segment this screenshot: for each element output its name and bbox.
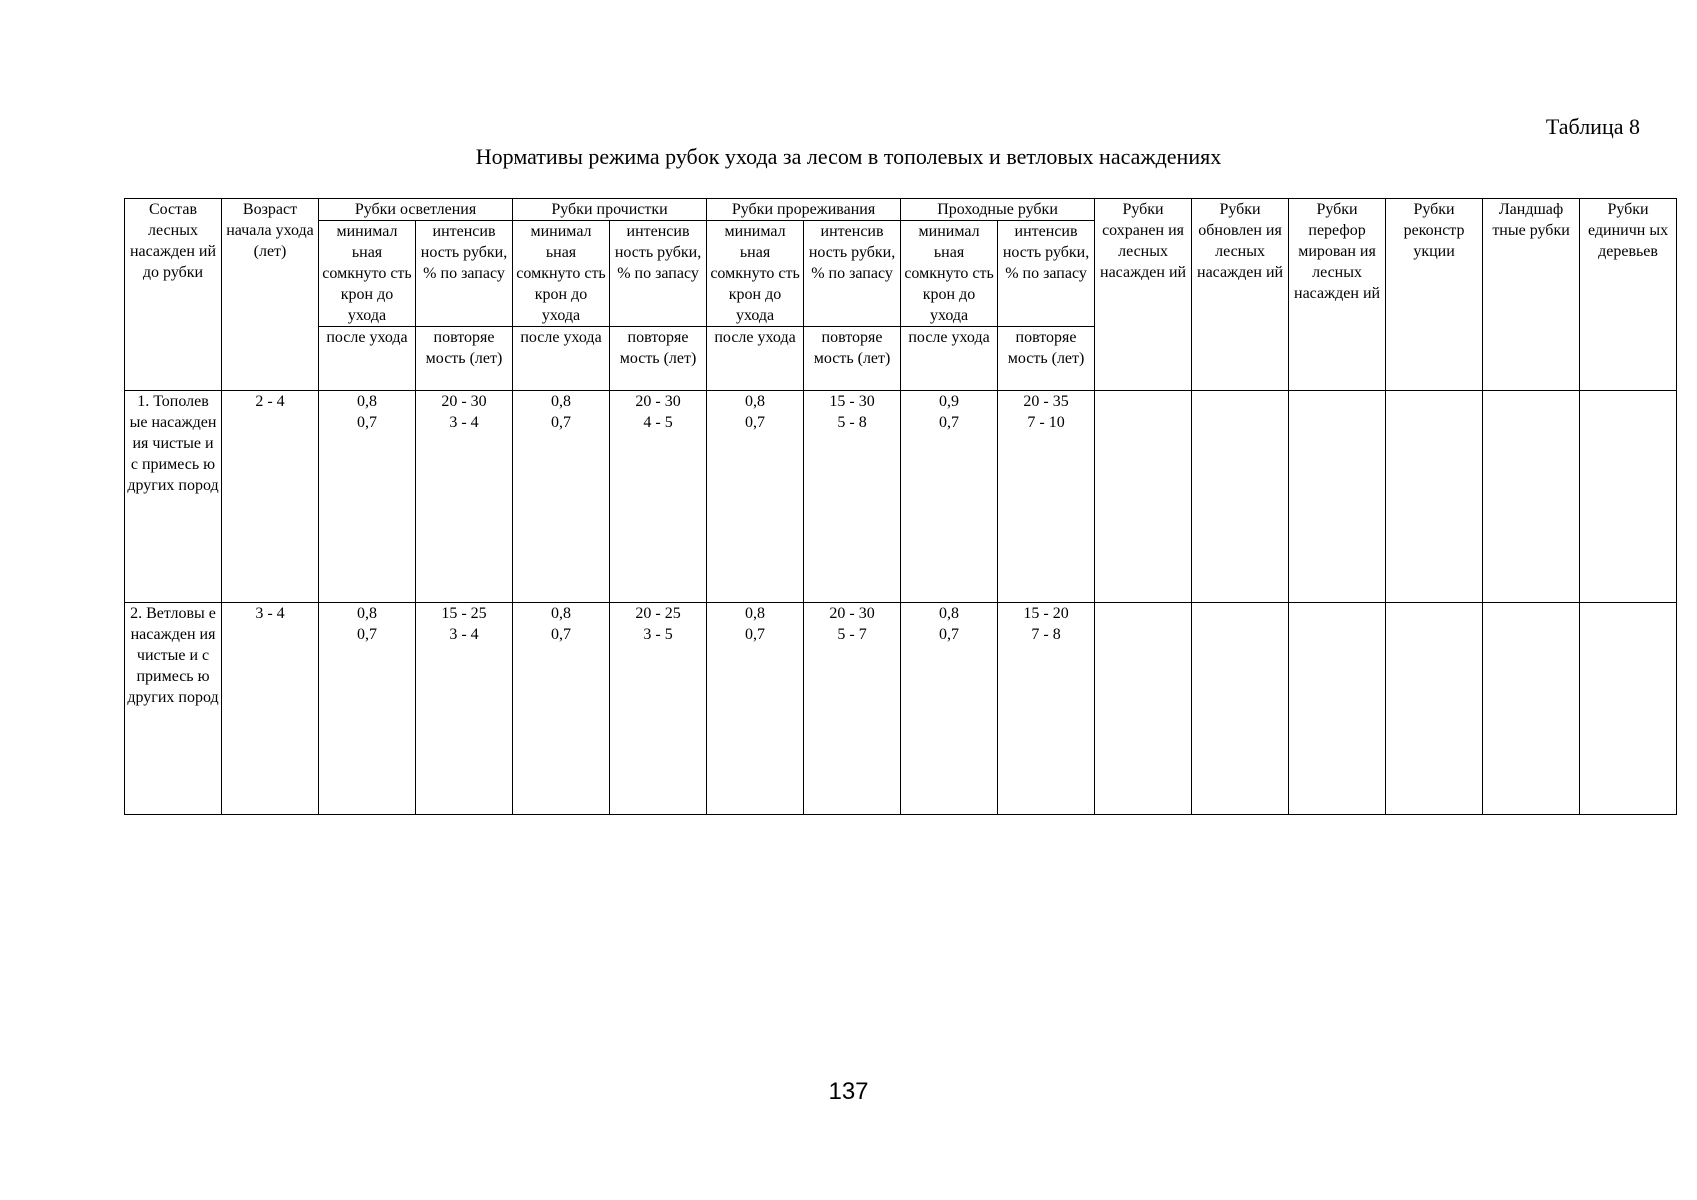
empty-cell: [1483, 603, 1580, 815]
header-intensity: интенсив ность рубки, % по запасу: [610, 221, 707, 327]
after-value: 0,7: [551, 414, 572, 431]
after-value: 0,7: [939, 626, 960, 643]
header-after: после ухода: [707, 327, 804, 391]
header-group-cleaning: Рубки прочистки: [513, 199, 707, 221]
intensity-value: 20 - 30: [441, 393, 487, 410]
density-value: 0,8: [745, 605, 766, 622]
header-repeat: повторяе мость (лет): [998, 327, 1095, 391]
header-min-density: минимал ьная сомкнуто сть крон до ухода: [901, 221, 998, 327]
header-min-density: минимал ьная сомкнуто сть крон до ухода: [513, 221, 610, 327]
empty-cell: [1192, 391, 1289, 603]
intensity-value: 20 - 25: [635, 605, 681, 622]
table-number-label: Таблица 8: [1545, 114, 1640, 139]
header-after: после ухода: [319, 327, 416, 391]
repeat-value: 3 - 4: [449, 626, 479, 643]
header-repeat: повторяе мость (лет): [610, 327, 707, 391]
after-value: 0,7: [357, 626, 377, 643]
age-cell: 2 - 4: [222, 391, 319, 603]
intensity-value: 20 - 30: [635, 393, 681, 410]
header-after: после ухода: [901, 327, 998, 391]
empty-cell: [1095, 603, 1192, 815]
intensity-value: 15 - 25: [441, 605, 487, 622]
age-cell: 3 - 4: [222, 603, 319, 815]
value-cell: [610, 391, 707, 603]
empty-cell: [1095, 391, 1192, 603]
density-value: 0,9: [939, 393, 960, 410]
empty-cell: [1386, 391, 1483, 603]
empty-cell: [1483, 391, 1580, 603]
header-after: после ухода: [513, 327, 610, 391]
repeat-value: 5 - 8: [837, 414, 867, 431]
header-composition: Состав лесных насажден ий до рубки: [125, 199, 222, 391]
value-cell: [804, 603, 901, 815]
value-cell: [998, 391, 1095, 603]
empty-cell: [1289, 603, 1386, 815]
value-cell: [319, 603, 416, 815]
density-value: 0,8: [745, 393, 766, 410]
document-title: Нормативы режима рубок ухода за лесом в тополевых и ветловых насаждениях: [475, 144, 1222, 169]
after-value: 0,7: [551, 626, 572, 643]
value-cell: [998, 603, 1095, 815]
table-row: [125, 603, 1677, 815]
header-intensity: интенсив ность рубки, % по запасу: [998, 221, 1095, 327]
value-cell: [416, 391, 513, 603]
page-number: 137: [828, 1078, 869, 1105]
repeat-value: 5 - 7: [837, 626, 867, 643]
norms-table: [124, 198, 1677, 815]
intensity-value: 20 - 30: [829, 605, 875, 622]
header-renewal: Рубки обновлен ия лесных насажден ий: [1192, 199, 1289, 391]
header-intensity: интенсив ность рубки, % по запасу: [804, 221, 901, 327]
header-min-density: минимал ьная сомкнуто сть крон до ухода: [319, 221, 416, 327]
value-cell: [901, 391, 998, 603]
value-cell: [707, 603, 804, 815]
empty-cell: [1192, 603, 1289, 815]
intensity-value: 15 - 30: [829, 393, 875, 410]
value-cell: [707, 391, 804, 603]
header-intensity: интенсив ность рубки, % по запасу: [416, 221, 513, 327]
density-value: 0,8: [939, 605, 960, 622]
table-row: [125, 391, 1677, 603]
after-value: 0,7: [357, 414, 377, 431]
value-cell: [513, 603, 610, 815]
header-conservation: Рубки сохранен ия лесных насажден ий: [1095, 199, 1192, 391]
header-group-passage: Проходные рубки: [901, 199, 1095, 221]
row-label: 2. Ветловы е насажден ия чистые и с примесь ю других пород: [125, 603, 222, 815]
header-min-density: минимал ьная сомкнуто сть крон до ухода: [707, 221, 804, 327]
repeat-value: 7 - 10: [1027, 414, 1065, 431]
header-group-clearing: Рубки осветления: [319, 199, 513, 221]
density-value: 0,8: [551, 393, 572, 410]
repeat-value: 4 - 5: [643, 414, 673, 431]
repeat-value: 7 - 8: [1031, 626, 1061, 643]
density-value: 0,8: [357, 605, 377, 622]
after-value: 0,7: [745, 626, 766, 643]
empty-cell: [1580, 391, 1677, 603]
header-repeat: повторяе мость (лет): [416, 327, 513, 391]
header-start-age: Возраст начала ухода (лет): [222, 199, 319, 391]
density-value: 0,8: [357, 393, 377, 410]
value-cell: [319, 391, 416, 603]
intensity-value: 20 - 35: [1023, 393, 1069, 410]
row-label: 1. Тополев ые насажден ия чистые и с примесь ю других пород: [125, 391, 222, 603]
after-value: 0,7: [745, 414, 766, 431]
header-repeat: повторяе мость (лет): [804, 327, 901, 391]
header-reconstruction: Рубки реконстр укции: [1386, 199, 1483, 391]
empty-cell: [1386, 603, 1483, 815]
density-value: 0,8: [551, 605, 572, 622]
value-cell: [416, 603, 513, 815]
value-cell: [804, 391, 901, 603]
value-cell: [901, 603, 998, 815]
header-row-groups: [125, 199, 1677, 221]
repeat-value: 3 - 5: [643, 626, 673, 643]
value-cell: [513, 391, 610, 603]
after-value: 0,7: [939, 414, 960, 431]
header-landscape: Ландшаф тные рубки: [1483, 199, 1580, 391]
header-group-thinning: Рубки прореживания: [707, 199, 901, 221]
empty-cell: [1289, 391, 1386, 603]
header-reforming: Рубки перефор мирован ия лесных насажден ий: [1289, 199, 1386, 391]
empty-cell: [1580, 603, 1677, 815]
header-single-trees: Рубки единичн ых деревьев: [1580, 199, 1677, 391]
repeat-value: 3 - 4: [449, 414, 479, 431]
intensity-value: 15 - 20: [1023, 605, 1069, 622]
value-cell: [610, 603, 707, 815]
